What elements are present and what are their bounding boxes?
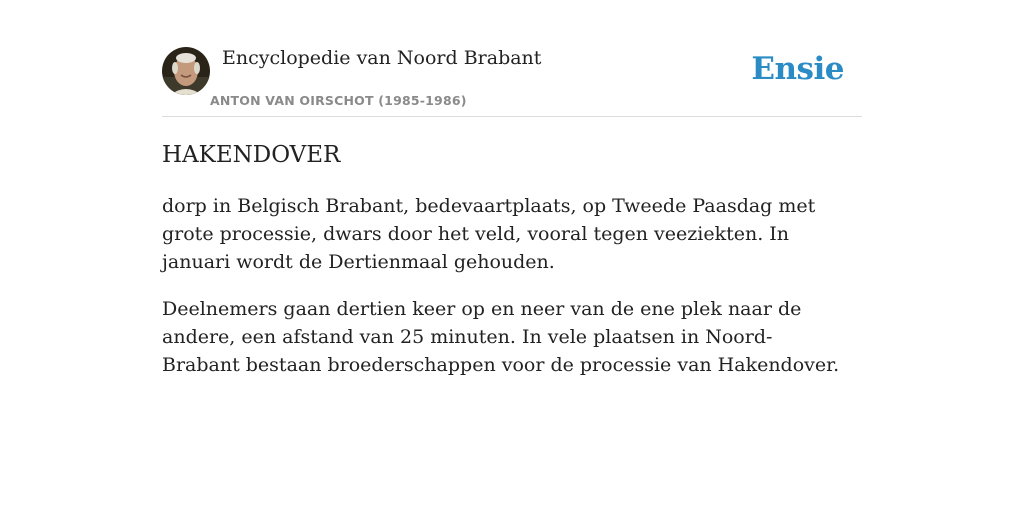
entry-content	[162, 139, 862, 379]
book-title[interactable]: Encyclopedie van Noord Brabant	[222, 47, 542, 69]
entry-paragraph: dorp in Belgisch Brabant, bedevaartplaats, op Tweede Paasdag met grote processie, dwars door het veld, vooral tegen veeziekten. In januari wordt de Dertienmaal gehouden.	[162, 195, 816, 273]
author-name[interactable]: ANTON VAN OIRSCHOT (1985-1986)	[210, 93, 467, 108]
entry-paragraph: Deelnemers gaan dertien keer op en neer van de ene plek naar de andere, een afstand van 25 minuten. In vele plaatsen in Noord-Brabant bestaan broederschappen voor de processie van Hakendover.	[162, 298, 840, 376]
ensie-logo[interactable]: Ensie	[751, 51, 844, 87]
author-portrait-icon	[162, 47, 210, 95]
header	[162, 46, 862, 117]
author-avatar[interactable]	[162, 47, 210, 95]
entry-title: HAKENDOVER	[162, 142, 341, 168]
